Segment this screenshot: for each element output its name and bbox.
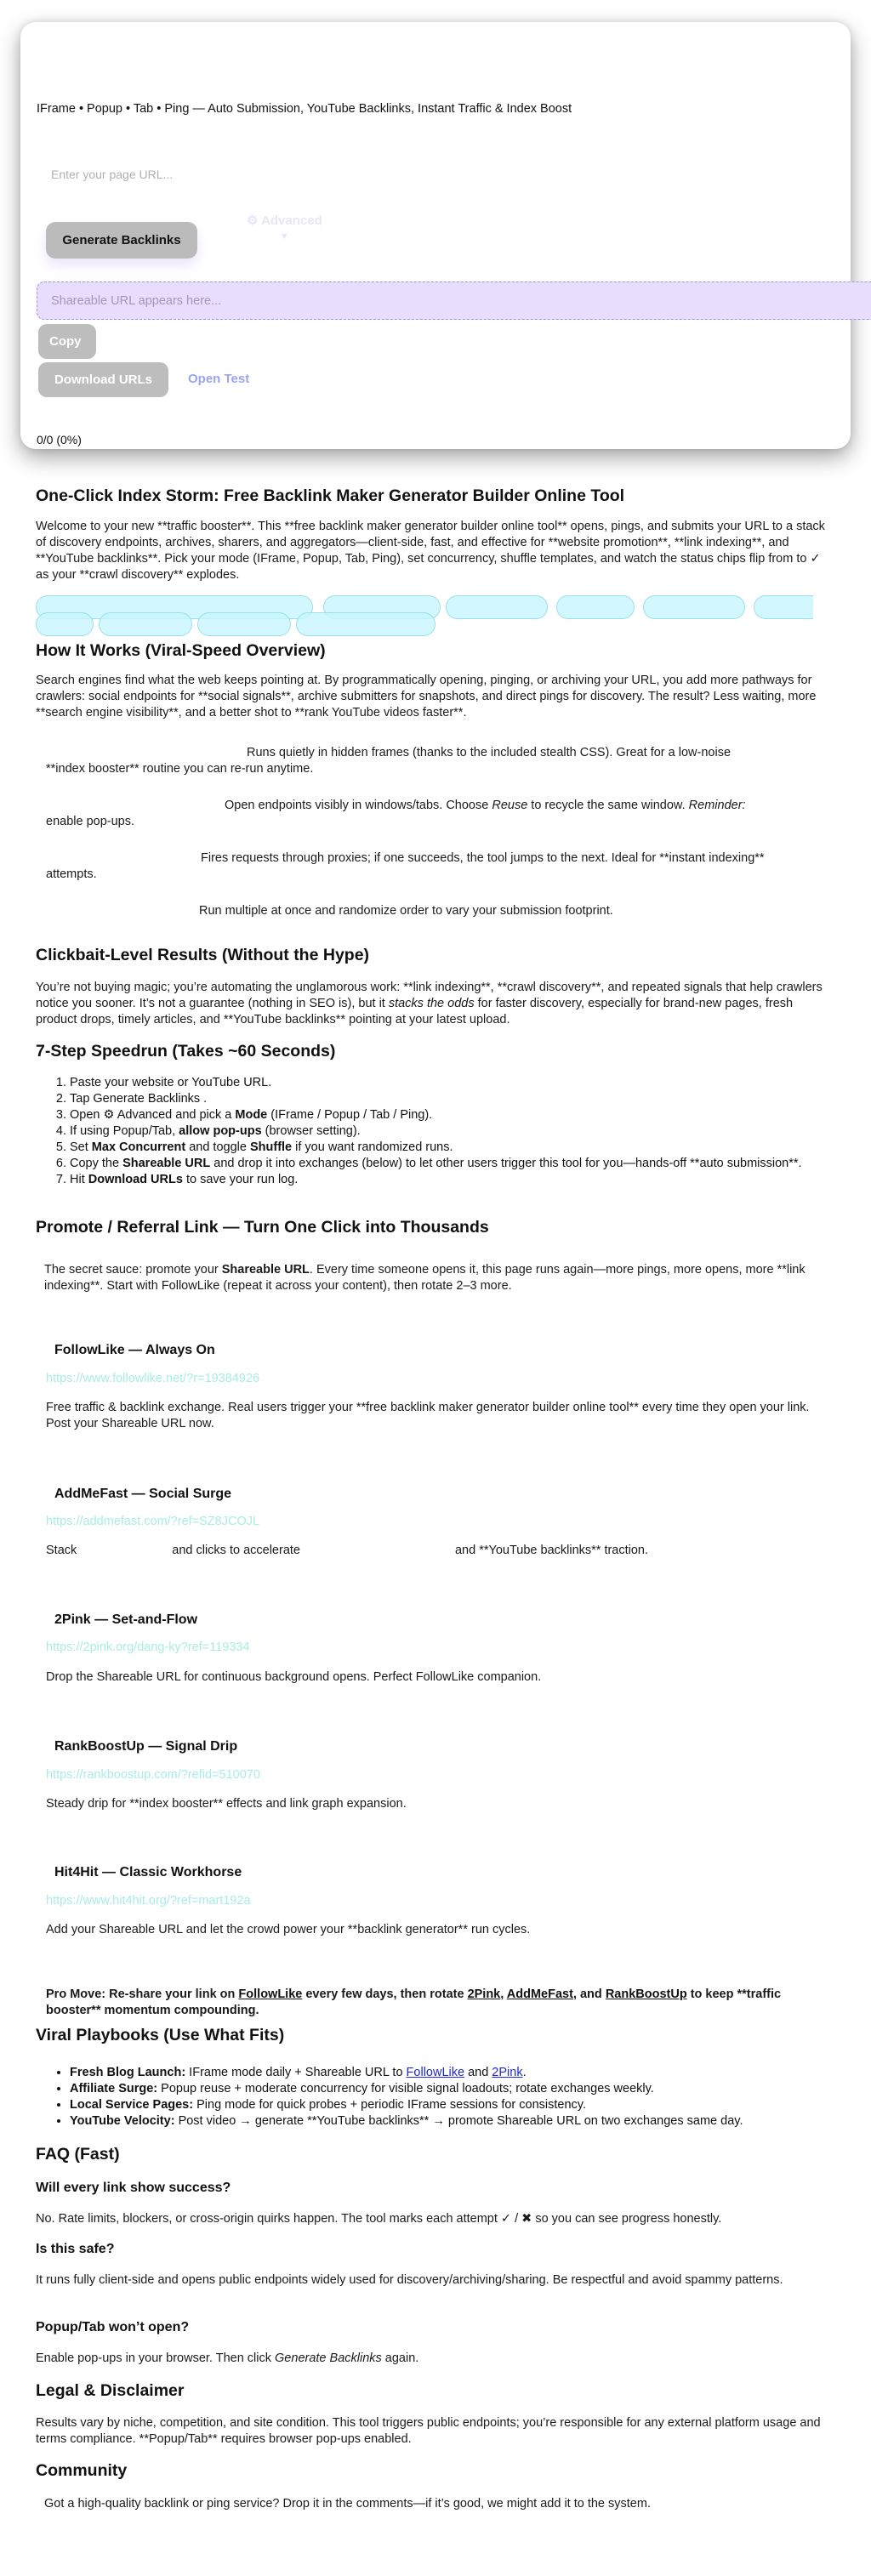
step-item: 3. Open ⚙ Advanced and pick a Mode (IFrame / Popup / Tab / Ping).	[70, 1107, 835, 1123]
status-chip	[446, 595, 548, 619]
exchange-link-hit4hit[interactable]: https://www.hit4hit.org/?ref=mart192a	[46, 1894, 251, 1908]
exchange-link-rankboostup[interactable]: https://rankboostup.com/?refid=510070	[46, 1768, 260, 1782]
community-title: Community	[36, 2461, 128, 2480]
progress-readout: 0/0 (0%)	[37, 433, 82, 446]
exchange-link-2pink[interactable]: https://2pink.org/dang-ky?ref=119334	[46, 1641, 250, 1654]
promote-body: The secret sauce: promote your Shareable URL. Every time someone opens it, this page runs again—more pings, more opens, more **link indexing**. Start with FollowLike (repeat it across your content), then rotate 2–3 more.	[44, 1263, 806, 1293]
advanced-toggle[interactable]	[247, 213, 322, 245]
step-item: 2. Tap Generate Backlinks .	[70, 1091, 835, 1107]
copy-button[interactable]: Copy	[38, 324, 96, 359]
results-body: You’re not buying magic; you’re automating the unglamorous work: **link indexing**, **crawl discovery**, and repeated signals that help crawlers notice you sooner. It’s not a guarantee (nothing in SEO is), but it stacks the odds for faster discovery, especially for brand-new pages, fresh product drops, timely articles, and **YouTube backlinks** pointing at your latest upload.	[36, 981, 823, 1026]
status-chips	[36, 595, 835, 638]
exchange-title-addmefast: AddMeFast — Social Surge	[54, 1487, 232, 1501]
exchange-link-followlike[interactable]: https://www.followlike.net/?r=19384926	[46, 1372, 260, 1385]
status-chip	[643, 595, 745, 619]
mode-concurrency-desc: Run multiple at once and randomize order to vary your submission footprint.	[199, 904, 613, 918]
playbooks-title: Viral Playbooks (Use What Fits)	[36, 2026, 285, 2044]
open-test-link[interactable]: Open Test	[188, 372, 250, 386]
playbook-link-2pink[interactable]: 2Pink	[492, 2066, 523, 2079]
playbook-link-followlike[interactable]: FollowLike	[406, 2066, 465, 2079]
exchange-title-2pink: 2Pink — Set-and-Flow	[54, 1612, 198, 1627]
status-chip	[754, 595, 813, 619]
faq-title: FAQ (Fast)	[36, 2145, 120, 2164]
faq-answer: No. Rate limits, blockers, or cross-origin quirks happen. The tool marks each attempt ✓ / ✖ so you can see progress honestly.	[36, 2212, 722, 2226]
exchange-title-rankboostup: RankBoostUp — Signal Drip	[54, 1739, 238, 1754]
exchange-link-addmefast[interactable]: https://addmefast.com/?ref=SZ8JCOJL	[46, 1515, 260, 1528]
results-title: Clickbait-Level Results (Without the Hype)	[36, 946, 370, 964]
exchange-desc-followlike: Free traffic & backlink exchange. Real users trigger your **free backlink maker generator builder online tool** every time they open your link. Post your Shareable URL now.	[46, 1401, 810, 1430]
steps-list	[36, 1075, 835, 1188]
mode-ping-desc: Fires requests through proxies; if one succeeds, the tool jumps to the next. Ideal for **instant indexing** attempts.	[46, 851, 765, 881]
status-chip	[296, 612, 436, 636]
backlink-tool-card	[20, 22, 851, 449]
chevron-down-icon: ▼	[279, 231, 289, 242]
mode-iframe-desc: Runs quietly in hidden frames (thanks to the included stealth CSS). Great for a low-noise **index booster** routine you can re-run anytime.	[46, 746, 732, 776]
advanced-label: ⚙ Advanced	[247, 213, 322, 228]
playbook-item: • YouTube Velocity: Post video → generate **YouTube backlinks** → promote Shareable URL on two exchanges same day.	[70, 2113, 835, 2130]
how-title: How It Works (Viral-Speed Overview)	[36, 641, 326, 660]
exchange-desc-2pink: Drop the Shareable URL for continuous background opens. Perfect FollowLike companion.	[46, 1670, 542, 1684]
download-urls-button[interactable]: Download URLs	[38, 362, 168, 397]
step-item: 1. Paste your website or YouTube URL.	[70, 1075, 835, 1091]
status-chip	[197, 612, 291, 636]
generate-backlinks-button[interactable]: Generate Backlinks	[46, 222, 197, 259]
step-item: 5. Set Max Concurrent and toggle Shuffle if you want randomized runs.	[70, 1140, 835, 1156]
playbooks-list	[36, 2065, 835, 2130]
pro-move-link-2pink[interactable]: 2Pink	[467, 1987, 501, 2001]
mode-popup-desc: Open endpoints visibly in windows/tabs. Choose Reuse to recycle the same window. Reminder: enable pop-ups.	[46, 799, 746, 828]
playbook-item: • Fresh Blog Launch: IFrame mode daily + Shareable URL to FollowLike and 2Pink.	[70, 2065, 835, 2081]
intro-title: One-Click Index Storm: Free Backlink Maker Generator Builder Online Tool	[36, 486, 625, 505]
exchange-title-followlike: FollowLike — Always On	[54, 1343, 215, 1357]
community-body: Got a high-quality backlink or ping service? Drop it in the comments—if it’s good, we might add it to the system.	[44, 2497, 651, 2511]
exchange-desc-rankboostup: Steady drip for **index booster** effects and link graph expansion.	[46, 1797, 407, 1811]
faq-question: Will every link show success?	[36, 2181, 231, 2195]
shareable-url-field[interactable]	[37, 281, 871, 320]
how-body: Search engines find what the web keeps pointing at. By programmatically opening, pinging, or archiving your URL, you add more pathways for crawlers: social endpoints for **social signals**, archive submitters for snapshots, and direct pings for discovery. The result? Less waiting, more **search engine visibility**, and a better shot to **rank YouTube videos faster**.	[36, 674, 817, 719]
step-item: 6. Copy the Shareable URL and drop it into exchanges (below) to let other users trigger this tool for you—hands-off **auto submission**.	[70, 1156, 835, 1172]
legal-body: Results vary by niche, competition, and site condition. This tool triggers public endpoints; you’re responsible for any external platform usage and terms compliance. **Popup/Tab** requires browser pop-ups enabled.	[36, 2416, 821, 2446]
promote-title: Promote / Referral Link — Turn One Click into Thousands	[36, 1218, 489, 1237]
playbook-item: • Affiliate Surge: Popup reuse + moderate concurrency for visible signal loadouts; rotate exchanges weekly.	[70, 2081, 835, 2097]
status-chip	[556, 595, 635, 619]
pro-move-link-rankboostup[interactable]: RankBoostUp	[605, 1987, 687, 2001]
faq-answer: Enable pop-ups in your browser. Then click Generate Backlinks again.	[36, 2351, 419, 2365]
status-chip	[36, 612, 94, 636]
playbook-item: • Local Service Pages: Ping mode for quick probes + periodic IFrame sessions for consistency.	[70, 2097, 835, 2113]
faq-question: Popup/Tab won’t open?	[36, 2320, 190, 2334]
status-chip	[99, 612, 192, 636]
legal-title: Legal & Disclaimer	[36, 2381, 185, 2400]
faq-answer: It runs fully client-side and opens public endpoints widely used for discovery/archiving/sharing. Be respectful and avoid spammy patterns.	[36, 2273, 783, 2287]
faq-question: Is this safe?	[36, 2242, 115, 2256]
pro-move-link-addmefast[interactable]: AddMeFast	[506, 1987, 573, 2001]
pro-move-link-followlike[interactable]: FollowLike	[238, 1987, 303, 2001]
step-item: 4. If using Popup/Tab, allow pop-ups (browser setting).	[70, 1123, 835, 1140]
page-url-input[interactable]	[49, 161, 475, 188]
pro-move-tip: Pro Move: Re-share your link on FollowLike every few days, then rotate 2Pink, AddMeFast, and RankBoostUp to keep **traffic booster** momentum compounding.	[46, 1987, 782, 2017]
exchange-desc-hit4hit: Add your Shareable URL and let the crowd power your **backlink generator** run cycles.	[46, 1923, 531, 1936]
exchange-desc-addmefast: Stack and clicks to accelerate and **YouTube backlinks** traction.	[46, 1544, 649, 1557]
tool-subtitle: IFrame • Popup • Tab • Ping — Auto Submission, YouTube Backlinks, Instant Traffic & Index Boost	[37, 102, 572, 116]
steps-title: 7-Step Speedrun (Takes ~60 Seconds)	[36, 1042, 336, 1061]
step-item: 7. Hit Download URLs to save your run log.	[70, 1172, 835, 1188]
intro-body: Welcome to your new **traffic booster**. This **free backlink maker generator builder online tool** opens, pings, and submits your URL to a stack of discovery endpoints, archives, sharers, and aggregators—client-side, fast, and effective for **website promotion**, **link indexing**, and **YouTube backlinks**. Pick your mode (IFrame, Popup, Tab, Ping), set concurrency, shuffle templates, and watch the status chips flip from to ✓ as your **crawl discovery** explodes.	[36, 520, 825, 582]
exchange-title-hit4hit: Hit4Hit — Classic Workhorse	[54, 1865, 242, 1879]
